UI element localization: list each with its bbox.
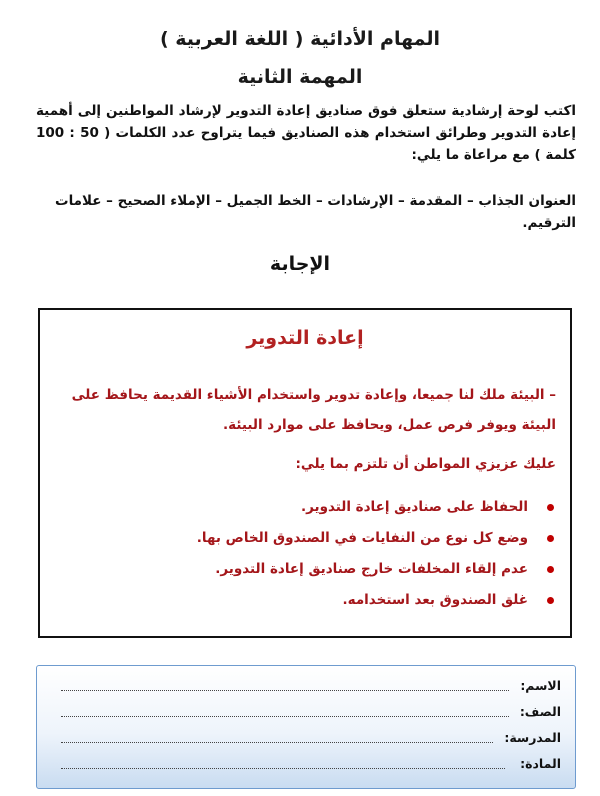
answer-paragraph: – البيئة ملك لنا جميعا، وإعادة تدوير واستخدام الأشياء القديمة يحافظ على البيئة ويوفر فرص عمل، ويحافظ على موارد البيئة. bbox=[71, 387, 556, 433]
list-item-text: الحفاظ على صناديق إعادة التدوير. bbox=[300, 499, 528, 515]
student-info-card bbox=[36, 665, 576, 789]
list-item-text: غلق الصندوق بعد استخدامه. bbox=[342, 592, 528, 608]
school-label: المدرسة: bbox=[504, 730, 561, 745]
school-field[interactable] bbox=[61, 728, 561, 750]
name-line[interactable] bbox=[61, 690, 509, 691]
task-subtitle: المهمة الثانية bbox=[237, 66, 363, 88]
class-field[interactable] bbox=[61, 702, 561, 724]
list-item bbox=[60, 554, 560, 585]
list-item bbox=[60, 523, 560, 554]
answer-intro: عليك عزيزي المواطن أن تلتزم بما يلي: bbox=[295, 456, 556, 472]
bullet-dot-icon bbox=[547, 504, 554, 511]
subject-label: المادة: bbox=[520, 756, 561, 771]
list-item-text: عدم إلقاء المخلفات خارج صناديق إعادة التدوير. bbox=[215, 561, 528, 577]
list-item-text: وضع كل نوع من النفايات في الصندوق الخاص بها. bbox=[196, 530, 528, 546]
bullet-dot-icon bbox=[547, 597, 554, 604]
list-item bbox=[60, 492, 560, 523]
subject-line[interactable] bbox=[61, 768, 505, 769]
answer-box bbox=[38, 308, 572, 638]
school-line[interactable] bbox=[61, 742, 493, 743]
class-line[interactable] bbox=[61, 716, 509, 717]
class-label: الصف: bbox=[519, 704, 561, 719]
name-label: الاسم: bbox=[520, 678, 561, 693]
name-field[interactable] bbox=[61, 676, 561, 698]
answer-box-title: إعادة التدوير bbox=[246, 327, 364, 349]
answer-heading: الإجابة bbox=[269, 253, 331, 275]
subject-field[interactable] bbox=[61, 754, 561, 776]
bullet-dot-icon bbox=[547, 535, 554, 542]
bullet-dot-icon bbox=[547, 566, 554, 573]
task-criteria: العنوان الجذاب – المقدمة – الإرشادات – الخط الجميل – الإملاء الصحيح – علامات الترقيم. bbox=[55, 193, 576, 231]
guidelines-list bbox=[60, 492, 560, 616]
page-title: المهام الأدائية ( اللغة العربية ) bbox=[159, 28, 441, 50]
task-instructions: اكتب لوحة إرشادية ستعلق فوق صناديق إعادة التدوير لإرشاد المواطنين إلى أهمية إعادة التدوير وطرائق استخدام هذه الصناديق فيما يتراوح عدد الكلمات ( 50 : 100 كلمة ) مع مراعاة ما يلي: bbox=[36, 103, 576, 163]
list-item bbox=[60, 585, 560, 616]
